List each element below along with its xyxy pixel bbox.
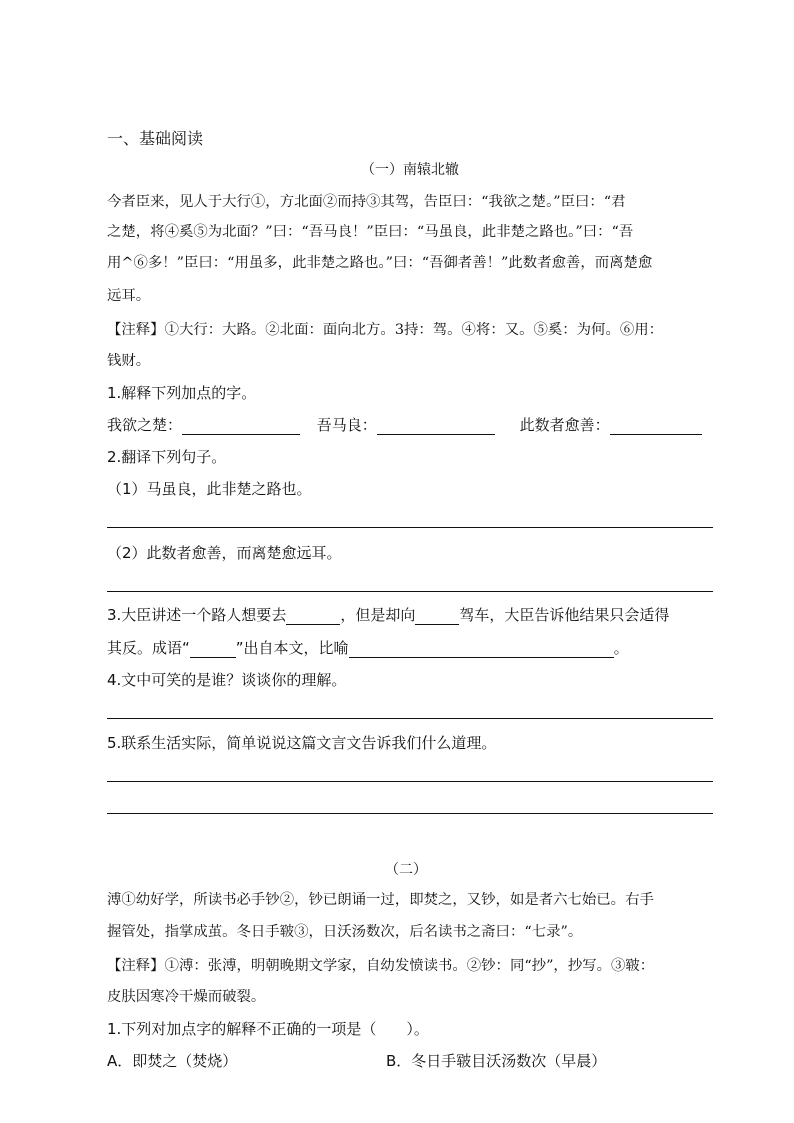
question-4: 4.文中可笑的是谁？谈谈你的理解。: [107, 671, 347, 689]
q3-blank-1[interactable]: [286, 608, 340, 625]
q5-answer-line-1[interactable]: [107, 781, 713, 782]
question-1-items: [107, 415, 702, 435]
q3-blank-2[interactable]: [415, 608, 459, 625]
passage1-note-2: 钱财。: [107, 353, 151, 369]
question-1: 1.解释下列加点的字。: [107, 384, 257, 402]
q3-meaning-blank[interactable]: [349, 641, 614, 658]
q3-line2-part-1: 其反。成语“: [107, 639, 190, 657]
q3-text-part-1: 3.大臣讲述一个路人想要去: [107, 606, 287, 624]
passage1-line-1: 今者臣来，见人于大行①，方北面②而持③其驾，告臣曰：“我欲之楚。”臣曰：“君: [107, 194, 626, 210]
question-2-sub-2: （2）此数者愈善，而离楚愈远耳。: [107, 544, 342, 562]
question-3-line-2: [107, 638, 629, 658]
q1-item-1-label: 我欲之楚：: [107, 416, 183, 434]
passage2-title: （二）: [385, 862, 427, 878]
q3-line2-part-3: 。: [613, 639, 629, 657]
q1-item-2-answer-blank[interactable]: [377, 418, 495, 435]
section-heading: 一、基础阅读: [107, 129, 204, 148]
q3-idiom-blank[interactable]: [190, 641, 236, 658]
q3-text-part-3: 驾车，大臣告诉他结果只会适得: [459, 606, 670, 624]
passage2-option-a[interactable]: A．即焚之（焚烧）: [107, 1052, 238, 1070]
q2-sub1-answer-line[interactable]: [107, 527, 713, 528]
q4-answer-line[interactable]: [107, 718, 713, 719]
question-5: 5.联系生活实际，简单说说这篇文言文告诉我们什么道理。: [107, 734, 497, 752]
q2-sub2-answer-line[interactable]: [107, 591, 713, 592]
passage2-option-b[interactable]: B．冬日手皲目沃汤数次（早晨）: [386, 1052, 607, 1070]
question-3-line-1: [107, 605, 669, 625]
passage2-note-2: 皮肤因寒冷干燥而破裂。: [107, 989, 266, 1005]
q3-text-part-2: ，但是却向: [340, 606, 416, 624]
passage1-note-1: 【注释】①大行：大路。②北面：面向北方。3持：驾。④将：又。⑤奚：为何。⑥用：: [107, 322, 664, 338]
passage1-line-4: 远耳。: [107, 288, 151, 304]
question-2: 2.翻译下列句子。: [107, 448, 227, 466]
q1-item-3-answer-blank[interactable]: [610, 418, 702, 435]
q1-item-1-answer-blank[interactable]: [182, 418, 300, 435]
passage1-line-2: 之楚，将④奚⑤为北面？”曰：“吾马良！”臣曰：“马虽良，此非楚之路也。”曰：“吾: [107, 224, 634, 240]
q1-item-2-label: 吾马良：: [316, 416, 377, 434]
passage1-title: （一）南辕北辙: [361, 162, 459, 178]
passage2-line-1: 溥①幼好学，所读书必手钞②，钞已朗诵一过，即焚之，又钞，如是者六七始已。右手: [107, 892, 654, 908]
passage2-line-2: 握管处，指掌成茧。冬日手皲③，日沃汤数次，后名读书之斋曰：“七录”。: [107, 924, 583, 940]
question-2-sub-1: （1）马虽良，此非楚之路也。: [107, 480, 312, 498]
q1-item-3-label: 此数者愈善：: [519, 416, 610, 434]
passage2-note-1: 【注释】①溥：张溥，明朝晚期文学家，自幼发愤读书。②钞：同“抄”，抄写。③皲：: [107, 958, 655, 974]
q3-line2-part-2: ”出自本文，比喻: [235, 639, 349, 657]
passage1-line-3: 用^⑥多！”臣曰：“用虽多，此非楚之路也。”曰：“吾御者善！”此数者愈善，而离楚愈: [107, 255, 653, 271]
passage2-question-1: 1.下列对加点字的解释不正确的一项是（ ）。: [107, 1020, 429, 1038]
q5-answer-line-2[interactable]: [107, 813, 713, 814]
